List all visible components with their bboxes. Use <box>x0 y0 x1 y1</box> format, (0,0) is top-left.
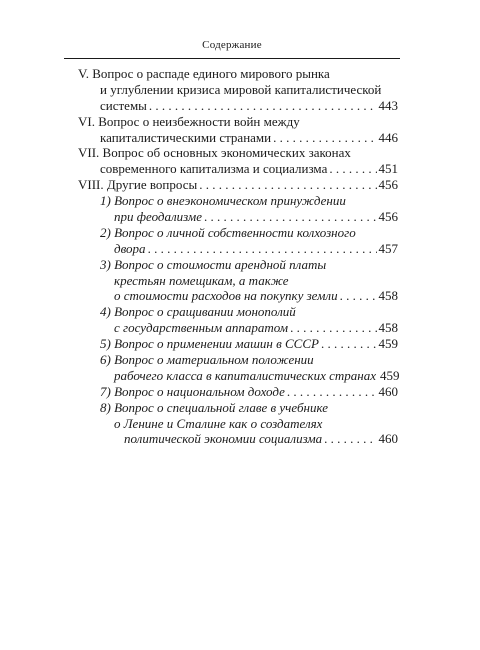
toc-subentry-3-line-2: крестьян помещикам, а также <box>114 272 289 288</box>
toc-entry-vii-line-2: современного капитализма и социализма . . . 451 <box>78 161 398 177</box>
toc-subentry-1-line-1: 1) Вопрос о внеэкономическом принуждении <box>100 193 346 209</box>
toc-subentry-8-line-3: политической экономии социализма . . . 460 <box>78 431 398 447</box>
page-number: 451 <box>378 161 398 177</box>
table-of-contents <box>78 66 398 447</box>
toc-subentry-3-line-3: о стоимости расходов на покупку земли . . . 458 <box>78 288 398 304</box>
page-number: 459 <box>378 336 398 352</box>
toc-subentry-7-line-1: 7) Вопрос о национальном доходе . . . 460 <box>78 384 398 400</box>
dot-leader <box>287 384 377 400</box>
toc-subentry-2-line-2: двора . . . 457 <box>78 241 398 257</box>
toc-entry-v-line-1: V. Вопрос о распаде единого мирового рынка <box>78 66 330 81</box>
page-number: 460 <box>378 431 398 447</box>
toc-subentry-6-line-1: 6) Вопрос о материальном положении <box>100 352 314 368</box>
dot-leader <box>148 241 377 257</box>
dot-leader <box>149 98 377 114</box>
toc-entry-viii-line-1: VIII. Другие вопросы . . . 456 <box>78 177 398 193</box>
dot-leader <box>273 130 376 146</box>
toc-subentry-5-line-1: 5) Вопрос о применении машин в СССР . . . 459 <box>78 336 398 352</box>
page-number: 456 <box>378 177 398 193</box>
toc-entry-v-line-3: системы . . . 443 <box>78 98 398 114</box>
dot-leader <box>340 288 377 304</box>
toc-subentry-6-line-2: рабочего класса в капиталистических странах 459 <box>114 367 400 383</box>
toc-subentry-4-line-1: 4) Вопрос о сращивании монополий <box>100 304 296 320</box>
page-number: 459 <box>380 367 400 383</box>
toc-entry-vii-line-1: VII. Вопрос об основных экономических законах <box>78 145 351 161</box>
page-number: 458 <box>378 288 398 304</box>
dot-leader <box>204 209 377 225</box>
toc-entry-vi-line-1: VI. Вопрос о неизбежности войн между <box>78 113 300 129</box>
dot-leader <box>199 177 376 193</box>
page-number: 446 <box>378 129 398 145</box>
toc-subentry-8-line-1: 8) Вопрос о специальной главе в учебнике <box>100 399 328 415</box>
toc-subentry-3-line-1: 3) Вопрос о стоимости арендной платы <box>100 256 327 272</box>
page-number: 443 <box>378 97 398 113</box>
running-head: Содержание <box>202 39 262 51</box>
page-number: 458 <box>378 320 398 336</box>
toc-subentry-8-line-2: о Ленине и Сталине как о создателях <box>114 415 323 431</box>
page-number: 457 <box>378 240 398 256</box>
dot-leader <box>329 161 376 177</box>
dot-leader <box>290 320 376 336</box>
toc-subentry-1-line-2: при феодализме . . . 456 <box>78 209 398 225</box>
toc-entry-v-line-2: и углублении кризиса мировой капиталистической <box>100 81 382 97</box>
dot-leader <box>324 431 376 447</box>
toc-entry-vi-line-2: капиталистическими странами . . . 446 <box>78 130 398 146</box>
header-rule <box>64 58 400 59</box>
page-number: 456 <box>378 209 398 225</box>
dot-leader <box>321 336 377 352</box>
page-number: 460 <box>378 383 398 399</box>
toc-subentry-4-line-2: с государственным аппаратом . . . 458 <box>78 320 398 336</box>
toc-subentry-2-line-1: 2) Вопрос о личной собственности колхозного <box>100 224 356 240</box>
